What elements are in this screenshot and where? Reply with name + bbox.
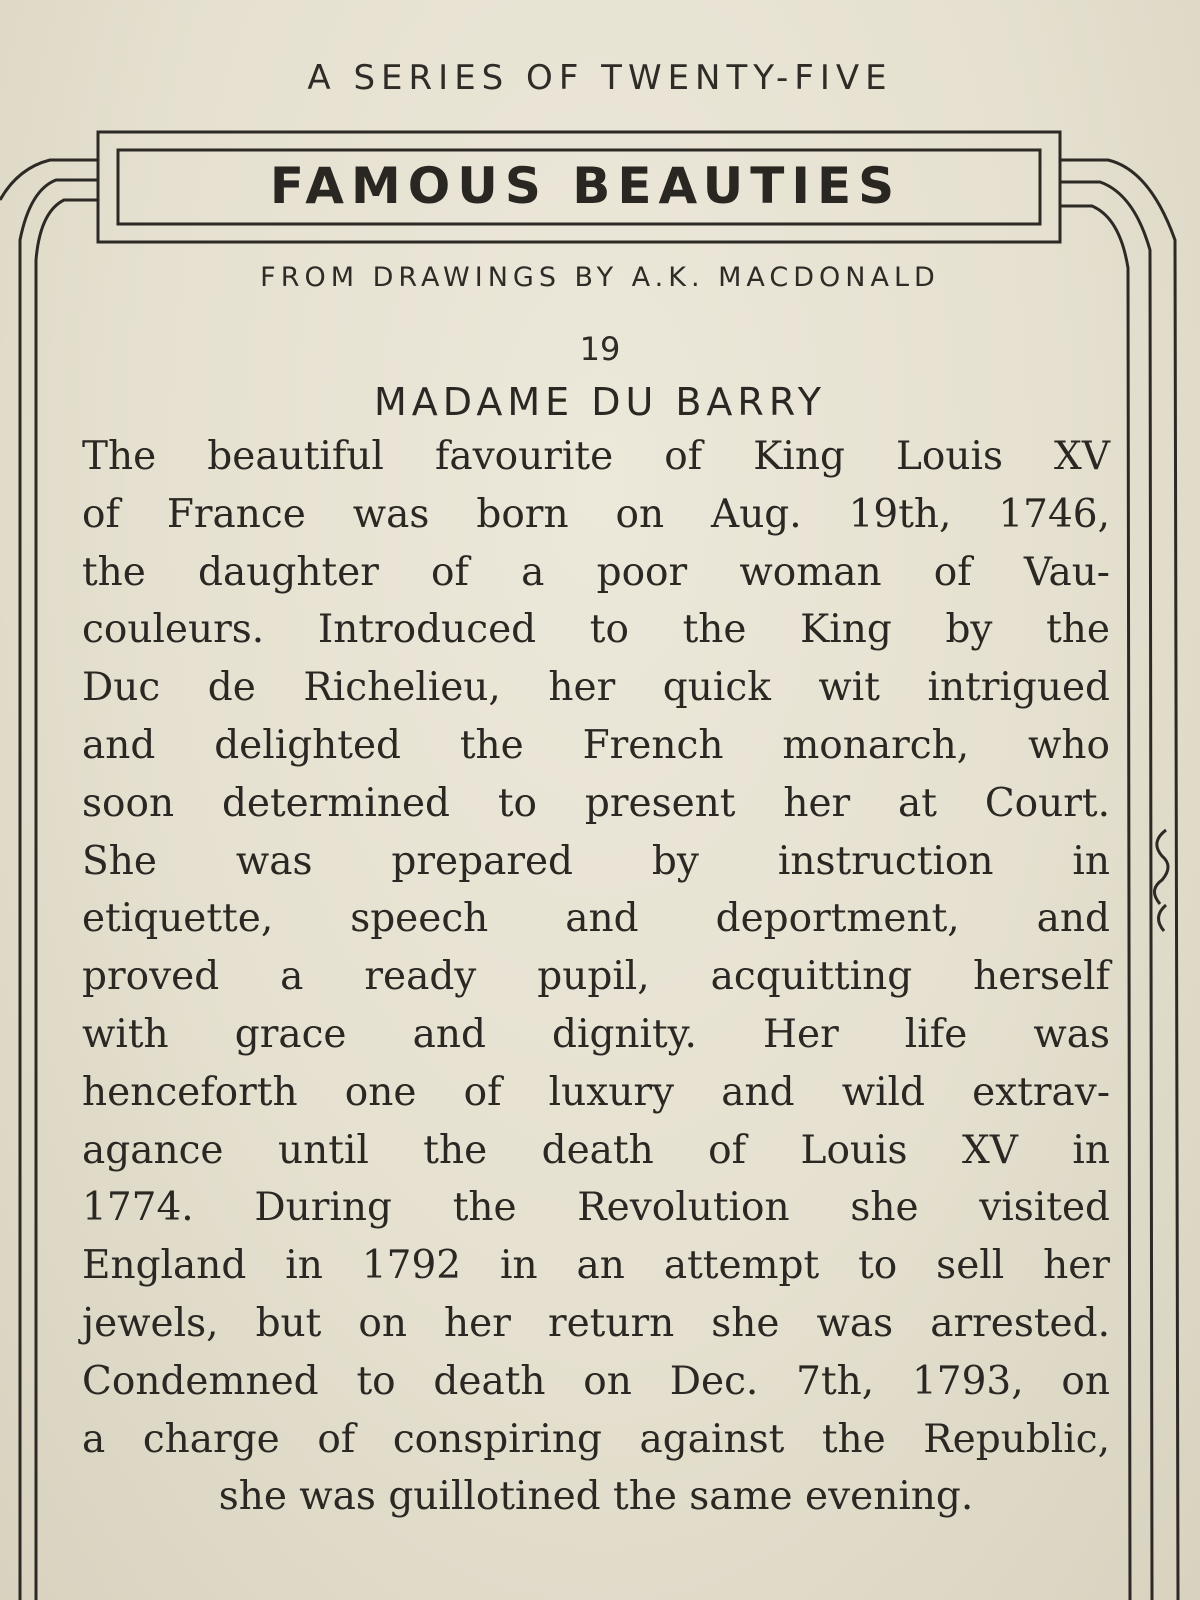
text-line: of France was born on Aug. 19th, 1746, bbox=[82, 491, 1110, 537]
text-line: a charge of conspiring against the Republic, bbox=[82, 1416, 1110, 1462]
text-line: etiquette, speech and deportment, and bbox=[82, 896, 1110, 942]
text-line: and delighted the French monarch, who bbox=[82, 722, 1110, 768]
illustrator-credit: FROM DRAWINGS BY A.K. MACDONALD bbox=[260, 262, 940, 293]
text-line: The beautiful favourite of King Louis XV bbox=[82, 434, 1110, 479]
text-line: 1774. During the Revolution she visited bbox=[82, 1185, 1110, 1231]
text-line: the daughter of a poor woman of Vau- bbox=[82, 549, 1110, 595]
text-line: England in 1792 in an attempt to sell her bbox=[82, 1243, 1110, 1289]
card-title: FAMOUS BEAUTIES bbox=[269, 157, 902, 215]
text-line: soon determined to present her at Court. bbox=[82, 780, 1110, 826]
text-line: henceforth one of luxury and wild extrav- bbox=[82, 1069, 1110, 1115]
text-line: with grace and dignity. Her life was bbox=[82, 1011, 1110, 1057]
text-line: Condemned to death on Dec. 7th, 1793, on bbox=[82, 1358, 1110, 1404]
subject-name: MADAME DU BARRY bbox=[373, 380, 827, 424]
card-number: 19 bbox=[579, 330, 621, 368]
text-line: couleurs. Introduced to the King by the bbox=[82, 607, 1110, 653]
biography-text bbox=[82, 428, 1110, 1526]
text-line: agance until the death of Louis XV in bbox=[82, 1127, 1110, 1173]
text-line: Duc de Richelieu, her quick wit intrigued bbox=[82, 665, 1110, 711]
text-line: she was guillotined the same evening. bbox=[218, 1474, 974, 1520]
text-line: She was prepared by instruction in bbox=[82, 838, 1110, 884]
text-line: proved a ready pupil, acquitting herself bbox=[82, 954, 1110, 1000]
text-line: jewels, but on her return she was arrested. bbox=[82, 1300, 1110, 1346]
series-heading: A SERIES OF TWENTY-FIVE bbox=[307, 58, 893, 98]
